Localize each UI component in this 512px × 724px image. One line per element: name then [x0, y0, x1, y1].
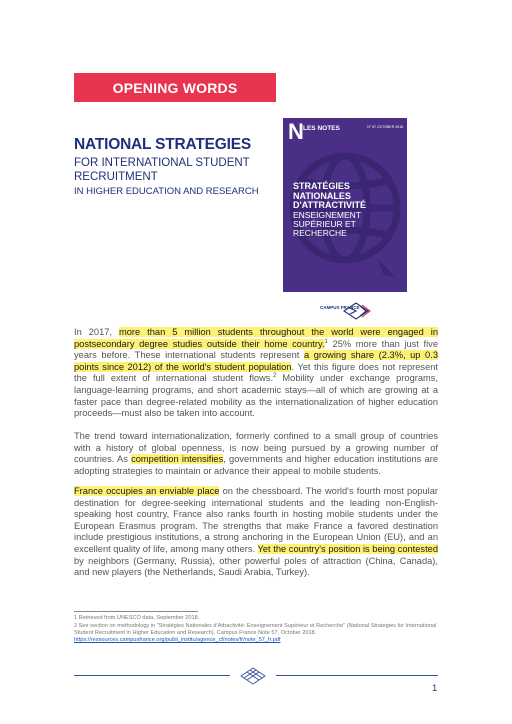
footnote-text: 2 See section on methodology in "Stratégies Nationales d'Attractivité: Enseignement Supérieur et Recherche" (National Strategies for International Student Recruitment in Higher Education and Research), Campus France Note 57, October 2018.: [74, 623, 437, 637]
paragraph-2: [74, 431, 438, 477]
cover-title: STRATÉGIES NATIONALES D'ATTRACTIVITÉ: [293, 181, 366, 210]
cover-n-logo: N: [288, 119, 304, 144]
footer-divider-right: [276, 675, 438, 676]
footnote-divider: [74, 611, 198, 612]
text-run: . Yet this figure does not represent the full extent of international student flows.: [74, 361, 438, 384]
cover-issue: N° 57 OCTOBER 2018: [367, 125, 403, 129]
text-run: , governments and higher education institutions are adopting strategies to maintain or advance their appeal to mobile students.: [74, 454, 438, 476]
paragraph-3: [74, 486, 438, 579]
highlighted-text: a growing share (2.3%, up 0.3 points since 2012) of the world's student population: [74, 350, 438, 372]
report-cover-image: [283, 118, 407, 292]
highlighted-text: competition intensifies: [131, 454, 224, 465]
section-banner: [74, 73, 276, 102]
page-title: NATIONAL STRATEGIES: [74, 136, 252, 153]
highlighted-text: Yet the country's position is being contested: [257, 543, 438, 554]
footer-logo-icon: [235, 666, 271, 686]
highlighted-text: more than 5 million students throughout the world were engaged in postsecondary degree studies outside their home country.: [74, 327, 438, 349]
footer-divider-left: [74, 675, 230, 676]
footnote-link[interactable]: https://ressources.campusfrance.org/publi_institu/agence_cf/notes/fr/note_57_fr.pdf: [74, 637, 281, 644]
page-subtitle: FOR INTERNATIONAL STUDENT RECRUITMENT: [74, 157, 250, 183]
text-run: by neighbors (Germany, Russia), other powerful poles of attraction (China, Canada), and new players (the Netherlands, Saudi Arabia, Turkey).: [74, 555, 438, 578]
campus-france-logo-text: CAMPUS FRANCE: [320, 305, 360, 310]
paragraph-1: [74, 327, 438, 420]
text-run: In 2017,: [74, 327, 119, 337]
text-run: on the chessboard. The world's fourth most popular destination for degree-seeking international students and the leading non-English-speaking host country, France also ranks fourth in hosting mobile students under the European Erasmus program. The strengths that make France a favored destination include prestigious institutions, a strong anchoring in the European Union (EU), and an excellent quality of life, among many others.: [74, 486, 438, 554]
text-run: The trend toward internationalization, formerly confined to a small group of countries with a history of global openness, is now being pursued by a growing number of countries. As: [74, 431, 438, 465]
footnote-ref: 2: [273, 373, 277, 380]
text-run: Mobility under exchange programs, language-learning programs, and short academic stays—all of which are growing at a faster pace than degree-related mobility as the internationalization of higher education proceeds—must also be taken into account.: [74, 373, 438, 419]
title-block: [74, 136, 264, 198]
campus-france-logo: [320, 300, 376, 322]
banner-label: OPENING WORDS: [112, 79, 238, 96]
page-subtitle-secondary: IN HIGHER EDUCATION AND RESEARCH: [74, 186, 259, 197]
footnote-ref: 1: [324, 338, 328, 345]
cover-subtitle: ENSEIGNEMENT SUPÉRIEUR ET RECHERCHE: [293, 210, 361, 238]
text-run: 25% more than just five years before. These international students represent: [74, 338, 438, 361]
cover-series-name: LES NOTES: [303, 125, 340, 132]
highlighted-text: France occupies an enviable place: [74, 486, 220, 496]
footnote-1: 1 Retrieved from UNESCO data, September 2018.: [74, 615, 200, 621]
footnote-2: [74, 623, 438, 645]
campus-france-logo-icon: [320, 300, 376, 322]
page-number: 1: [432, 683, 438, 694]
